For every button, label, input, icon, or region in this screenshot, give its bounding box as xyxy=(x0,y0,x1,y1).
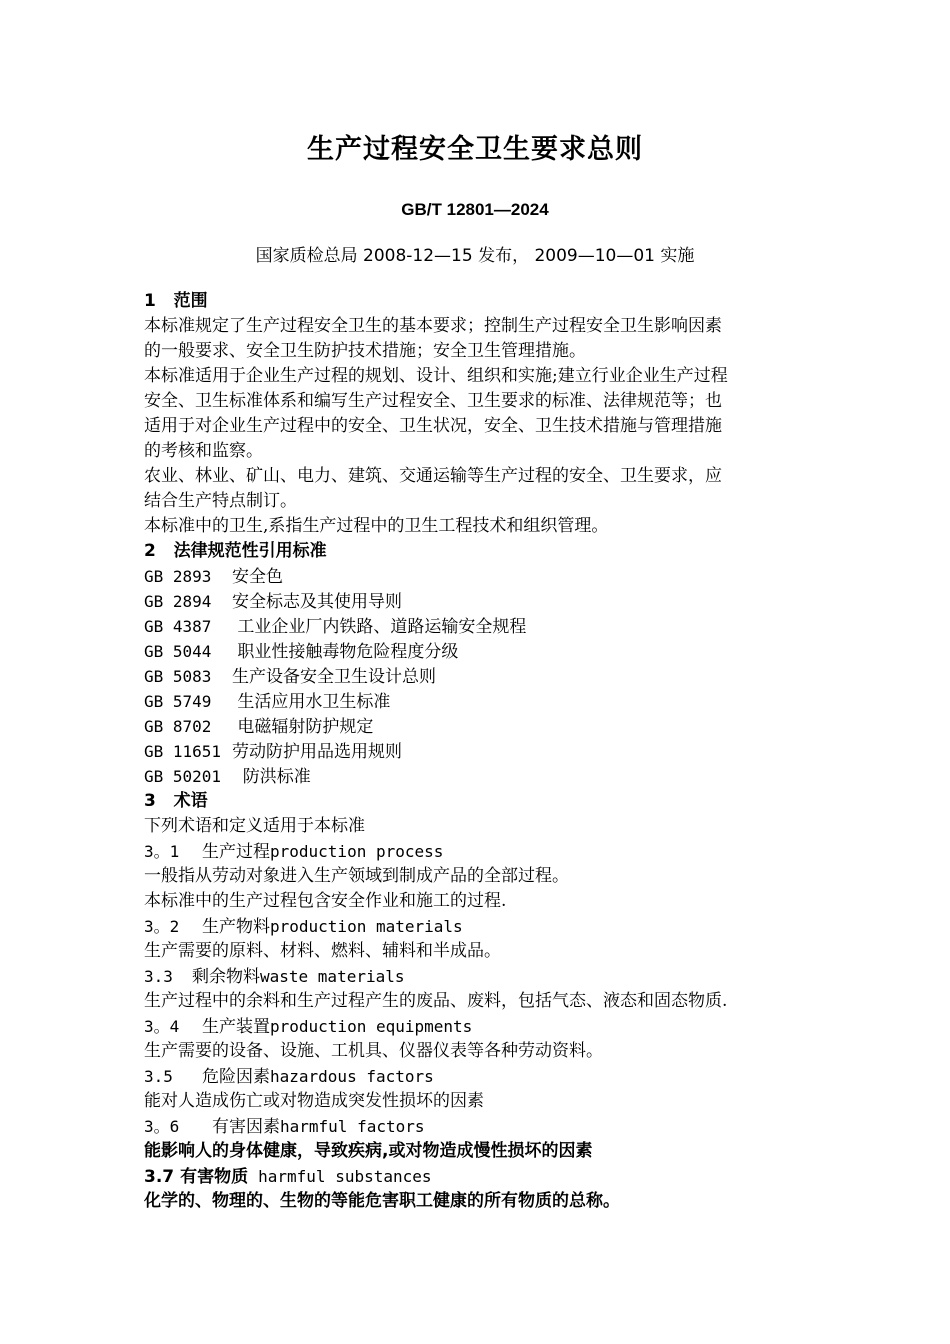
reference-title: 安全标志及其使用导则 xyxy=(232,592,402,612)
reference-code: GB 5044 xyxy=(144,642,212,661)
reference-item xyxy=(144,639,824,664)
term-definition: 生产需要的设备、设施、工机具、仪器仪表等各种劳动资料。 xyxy=(144,1041,603,1061)
term-definition: 能对人造成伤亡或对物造成突发性损坏的因素 xyxy=(144,1091,484,1111)
term-english: hazardous factors xyxy=(270,1067,434,1086)
paragraph-line: 农业、林业、矿山、电力、建筑、交通运输等生产过程的安全、卫生要求，应 xyxy=(144,466,722,486)
term-name: 剩余物料 xyxy=(192,967,260,987)
term-heading xyxy=(144,1114,824,1139)
reference-code: GB 5749 xyxy=(144,692,212,711)
paragraph-line: 的一般要求、安全卫生防护技术措施；安全卫生管理措施。 xyxy=(144,341,586,361)
term-definition: 生产过程中的余料和生产过程产生的废品、废料，包括气态、液态和固态物质. xyxy=(144,991,728,1011)
term-definition: 本标准中的生产过程包含安全作业和施工的过程. xyxy=(144,891,507,911)
section-heading-scope: 1 范围 xyxy=(144,291,208,311)
reference-code: GB 8702 xyxy=(144,717,212,736)
term-number: 3.7 xyxy=(144,1167,175,1187)
terms-intro: 下列术语和定义适用于本标准 xyxy=(144,816,365,836)
reference-title: 防洪标准 xyxy=(232,767,311,787)
term-heading xyxy=(144,1064,824,1089)
term-name: 有害因素 xyxy=(212,1117,280,1137)
reference-item xyxy=(144,714,824,739)
term-definition: 能影响人的身体健康，导致疾病,或对物造成慢性损坏的因素 xyxy=(144,1141,593,1161)
term-definition: 生产需要的原料、材料、燃料、辅料和半成品。 xyxy=(144,941,501,961)
term-heading xyxy=(144,964,824,989)
term-number: 3。1 xyxy=(144,842,180,861)
standard-code: GB/T 12801—2024 xyxy=(401,200,549,219)
term-heading xyxy=(144,1164,824,1189)
reference-title: 生活应用水卫生标准 xyxy=(232,692,391,712)
reference-title: 工业企业厂内铁路、道路运输安全规程 xyxy=(232,617,527,637)
term-number: 3。2 xyxy=(144,917,180,936)
term-english: harmful substances xyxy=(258,1167,432,1186)
reference-code: GB 5083 xyxy=(144,667,212,686)
reference-code: GB 2894 xyxy=(144,592,212,611)
reference-title: 生产设备安全卫生设计总则 xyxy=(232,667,436,687)
paragraph-line: 适用于对企业生产过程中的安全、卫生状况，安全、卫生技术措施与管理措施 xyxy=(144,416,722,436)
section-heading-terms: 3 术语 xyxy=(144,791,208,811)
section-heading-references: 2 法律规范性引用标准 xyxy=(144,541,327,561)
term-number: 3。6 xyxy=(144,1117,180,1136)
reference-title: 劳动防护用品选用规则 xyxy=(232,742,402,762)
term-english: production materials xyxy=(270,917,463,936)
paragraph-line: 本标准中的卫生,系指生产过程中的卫生工程技术和组织管理。 xyxy=(144,516,609,536)
paragraph-line: 结合生产特点制订。 xyxy=(144,491,297,511)
term-number: 3.5 xyxy=(144,1067,173,1086)
reference-item xyxy=(144,689,824,714)
paragraph-line: 本标准适用于企业生产过程的规划、设计、组织和实施;建立行业企业生产过程 xyxy=(144,366,728,386)
reference-title: 职业性接触毒物危险程度分级 xyxy=(232,642,459,662)
document-title: 生产过程安全卫生要求总则 xyxy=(307,134,643,165)
reference-code: GB 11651 xyxy=(144,742,222,761)
reference-item xyxy=(144,764,824,789)
term-english: production equipments xyxy=(270,1017,473,1036)
reference-item xyxy=(144,614,824,639)
term-heading xyxy=(144,1014,824,1039)
reference-item xyxy=(144,739,824,764)
reference-code: GB 2893 xyxy=(144,567,212,586)
term-english: harmful factors xyxy=(280,1117,425,1136)
term-name: 生产过程 xyxy=(202,842,270,862)
issue-info: 国家质检总局 2008-12—15 发布， 2009—10—01 实施 xyxy=(255,246,695,266)
reference-title: 电磁辐射防护规定 xyxy=(232,717,374,737)
reference-item xyxy=(144,564,824,589)
term-name: 生产物料 xyxy=(202,917,270,937)
term-number: 3.3 xyxy=(144,967,173,986)
paragraph-line: 本标准规定了生产过程安全卫生的基本要求；控制生产过程安全卫生影响因素 xyxy=(144,316,722,336)
term-definition: 化学的、物理的、生物的等能危害职工健康的所有物质的总称。 xyxy=(144,1191,620,1211)
term-number: 3。4 xyxy=(144,1017,180,1036)
term-name: 生产装置 xyxy=(202,1017,270,1037)
term-english: waste materials xyxy=(260,967,405,986)
reference-code: GB 4387 xyxy=(144,617,212,636)
term-english: production process xyxy=(270,842,444,861)
paragraph-line: 的考核和监察。 xyxy=(144,441,263,461)
reference-title: 安全色 xyxy=(232,567,283,587)
reference-item xyxy=(144,589,824,614)
term-heading xyxy=(144,839,824,864)
reference-item xyxy=(144,664,824,689)
term-definition: 一般指从劳动对象进入生产领域到制成产品的全部过程。 xyxy=(144,866,569,886)
reference-code: GB 50201 xyxy=(144,767,222,786)
document-body xyxy=(144,289,824,1214)
term-heading xyxy=(144,914,824,939)
paragraph-line: 安全、卫生标准体系和编写生产过程安全、卫生要求的标准、法律规范等；也 xyxy=(144,391,722,411)
term-name: 有害物质 xyxy=(180,1167,249,1187)
term-name: 危险因素 xyxy=(202,1067,270,1087)
